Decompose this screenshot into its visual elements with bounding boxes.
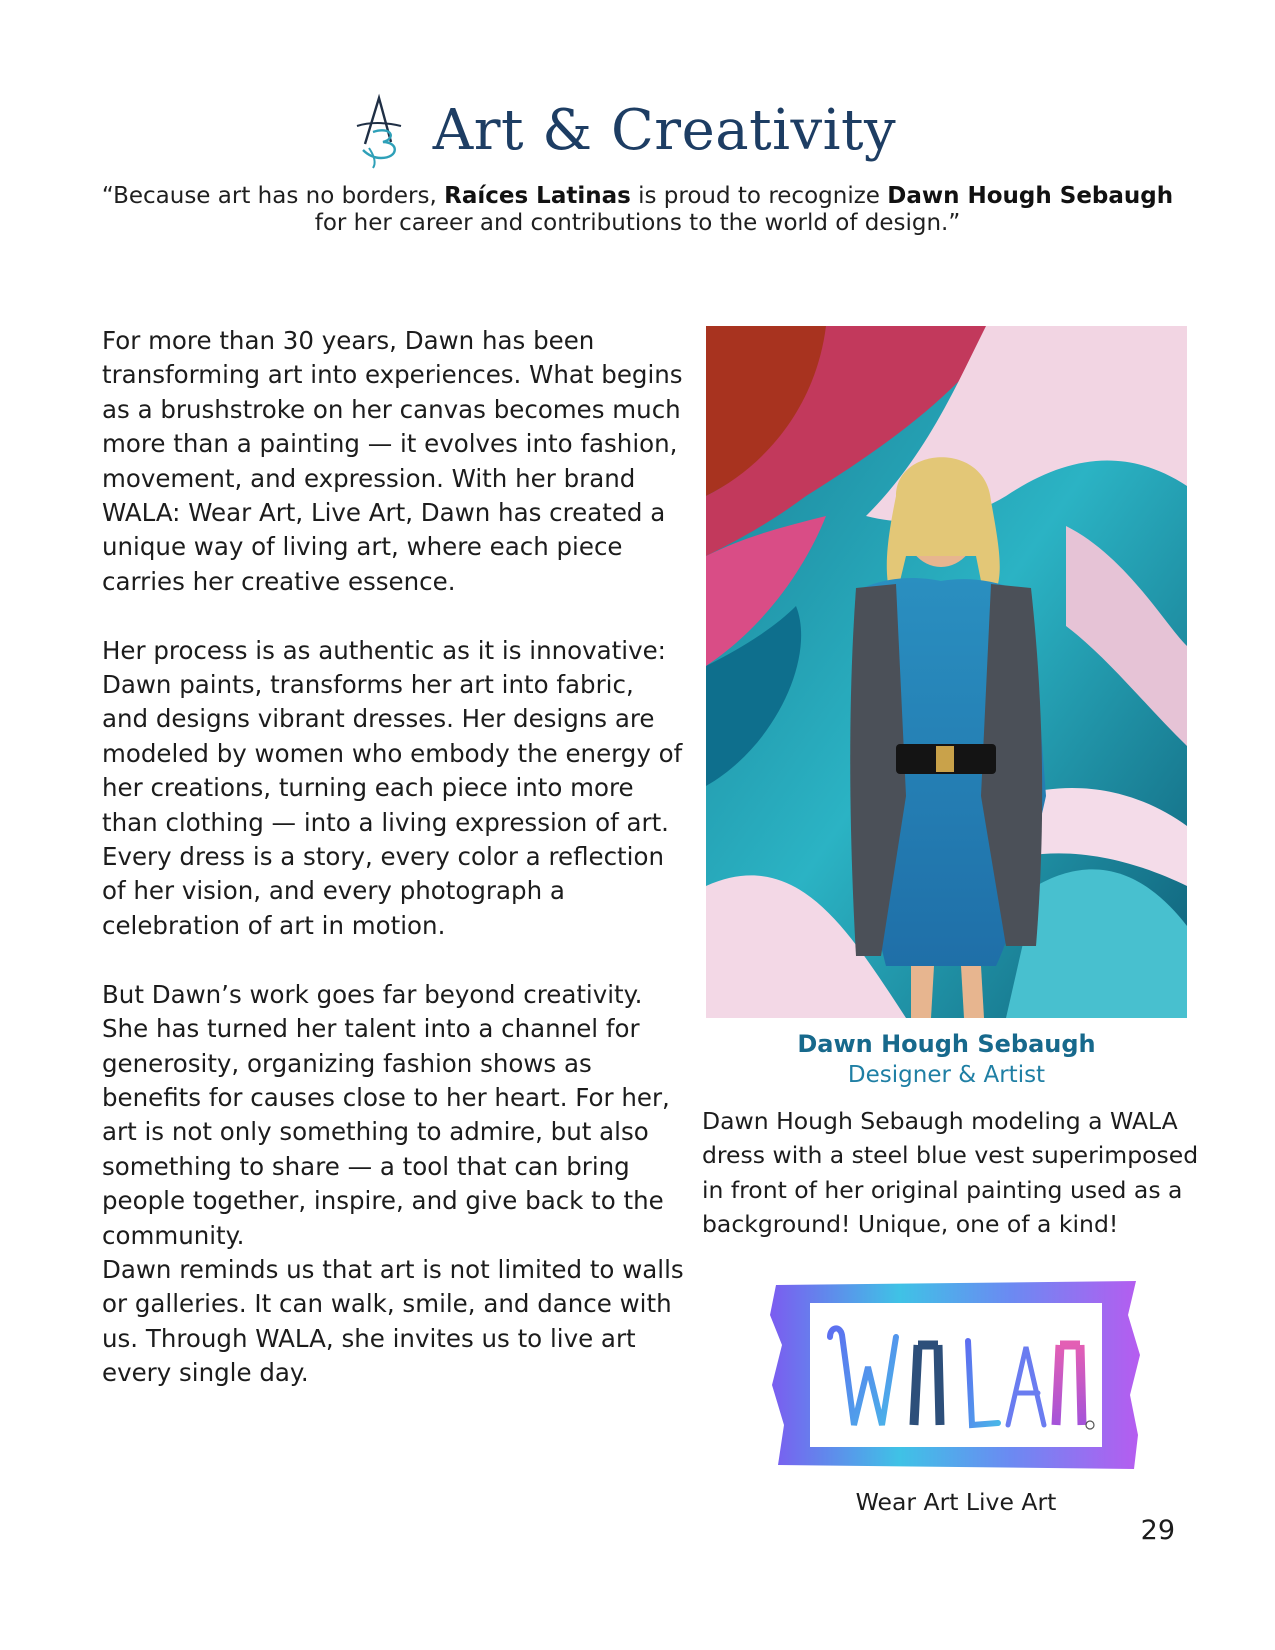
page-number: 29 [1140, 1515, 1175, 1546]
quote-text-1: “Because art has no borders, [101, 183, 445, 209]
quote-honoree: Dawn Hough Sebaugh [887, 183, 1174, 209]
photo-caption-name: Dawn Hough Sebaugh [797, 1030, 1096, 1058]
wala-logo-image [768, 1275, 1144, 1475]
article-paragraph: But Dawn’s work goes far beyond creativity. She has turned her talent into a channel for generosity, organizing fashion shows as benefits for causes close to her heart. For her, art is not only something to admire, but also something to share — a tool that can bring people together, inspire, and give back to the community. [102, 979, 670, 1250]
photo-caption-role: Designer & Artist [847, 1062, 1046, 1088]
portrait-photo [706, 326, 1187, 1018]
painting-background-image [706, 326, 1187, 1018]
article-paragraph: Dawn reminds us that art is not limited to walls or galleries. It can walk, smile, and dance with us. Through WALA, she invites us to live art every single day. [102, 1254, 684, 1388]
article-body [102, 324, 684, 1425]
quote-text-2: is proud to recognize [630, 183, 888, 209]
ab-monogram-icon [351, 92, 407, 170]
recognition-quote [70, 183, 1205, 237]
quote-org: Raíces Latinas [444, 183, 631, 209]
photo-description: Dawn Hough Sebaugh modeling a WALA dress with a steel blue vest superimposed in front of her original painting used as a background! Unique, one of a kind! [702, 1107, 1199, 1239]
title-row [351, 92, 896, 170]
quote-text-3: for her career and contributions to the world of design.” [314, 210, 961, 236]
page-title: Art & Creativity [432, 98, 897, 163]
page-header [0, 92, 1275, 174]
wala-brand-logo [768, 1275, 1144, 1475]
brand-tagline: Wear Art Live Art [855, 1488, 1057, 1516]
article-paragraph: For more than 30 years, Dawn has been transforming art into experiences. What begins as a brushstroke on her canvas becomes much more than a painting — it evolves into fashion, movement, and expression. With her brand WALA: Wear Art, Live Art, Dawn has created a unique way of living art, where each piece carries her creative essence. [102, 326, 683, 596]
article-paragraph: Her process is as authentic as it is innovative: Dawn paints, transforms her art into fabric, and designs vibrant dresses. Her designs are modeled by women who embody the energy of her creations, turning each piece into more than clothing — into a living expression of art. Every dress is a story, every color a reflection of her vision, and every photograph a celebration of art in motion. [102, 635, 683, 940]
